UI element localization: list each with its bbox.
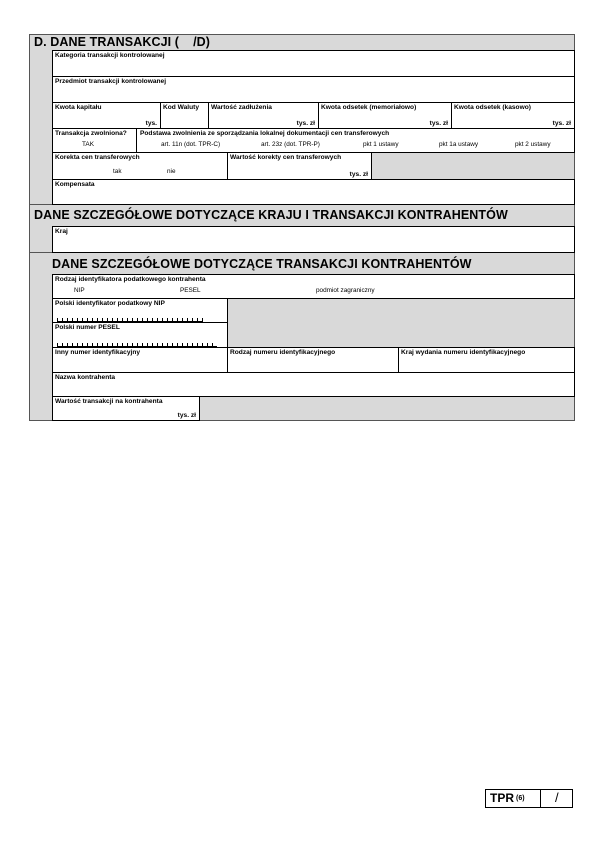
zwolniona-field — [52, 128, 137, 153]
korekta-option-nie[interactable]: nie — [167, 168, 176, 175]
section-kontrahenci-title: DANE SZCZEGÓŁOWE DOTYCZĄCE TRANSAKCJI KONTRAHENTÓW — [52, 257, 472, 271]
kwota-odsetek-mem-label: Kwota odsetek (memoriałowo) — [321, 104, 417, 111]
form-version: (6) — [516, 795, 525, 802]
podstawa-option-pkt1[interactable]: pkt 1 ustawy — [363, 141, 399, 148]
kategoria-field[interactable] — [52, 50, 575, 77]
korekta-option-tak[interactable]: tak — [113, 168, 122, 175]
przedmiot-label: Przedmiot transakcji kontrolowanej — [55, 78, 167, 85]
kategoria-label: Kategoria transakcji kontrolowanej — [55, 52, 165, 59]
kwota-odsetek-mem-unit: tys. zł — [429, 120, 448, 127]
kompensata-label: Kompensata — [55, 181, 95, 188]
przedmiot-field[interactable] — [52, 76, 575, 103]
korekta-field — [52, 152, 228, 180]
podstawa-option-pkt2[interactable]: pkt 2 ustawy — [515, 141, 551, 148]
wartosc-korekty-unit: tys. zł — [349, 171, 368, 178]
nip-field[interactable] — [52, 298, 228, 323]
form-code-box — [485, 789, 573, 808]
kwota-kapitalu-unit: tys. — [145, 120, 157, 127]
kwota-kapitalu-field[interactable] — [52, 102, 161, 129]
kraj-wydania-field[interactable] — [398, 347, 575, 373]
inny-numer-label: Inny numer identyfikacyjny — [55, 349, 141, 356]
pesel-label: Polski numer PESEL — [55, 324, 120, 331]
wartosc-transakcji-label: Wartość transakcji na kontrahenta — [55, 398, 163, 405]
wartosc-zadluzenia-label: Wartość zadłużenia — [211, 104, 272, 111]
wartosc-korekty-field[interactable] — [227, 152, 372, 180]
form-code-cell — [486, 790, 541, 807]
form-code: TPR — [490, 791, 514, 805]
nazwa-kontrahenta-label: Nazwa kontrahenta — [55, 374, 116, 381]
kwota-odsetek-kas-field[interactable] — [451, 102, 575, 129]
kraj-label: Kraj — [55, 228, 68, 235]
nip-label: Polski identyfikator podatkowy NIP — [55, 300, 165, 307]
rodzaj-ident-field — [52, 274, 575, 299]
wartosc-zadluzenia-unit: tys. zł — [296, 120, 315, 127]
nazwa-kontrahenta-field[interactable] — [52, 372, 575, 397]
section-d-title: D. DANE TRANSAKCJI ( /D) — [34, 35, 211, 49]
inny-numer-field[interactable] — [52, 347, 228, 373]
rodzaj-ident-option-pesel[interactable]: PESEL — [180, 287, 201, 294]
zwolniona-option-tak[interactable]: TAK — [82, 141, 94, 148]
kompensata-field[interactable] — [52, 179, 575, 205]
wartosc-korekty-label: Wartość korekty cen transferowych — [230, 154, 342, 161]
rodzaj-ident-label: Rodzaj identyfikatora podatkowego kontrahenta — [55, 276, 206, 283]
korekta-label: Korekta cen transferowych — [55, 154, 140, 161]
rodzaj-numeru-field[interactable] — [227, 347, 399, 373]
kraj-wydania-label: Kraj wydania numeru identyfikacyjnego — [401, 349, 526, 356]
section-kraj-title: DANE SZCZEGÓŁOWE DOTYCZĄCE KRAJU I TRANSAKCJI KONTRAHENTÓW — [34, 208, 508, 222]
podstawa-option-23z[interactable]: art. 23z (dot. TPR-P) — [261, 141, 320, 148]
kwota-kapitalu-label: Kwota kapitału — [55, 104, 102, 111]
zwolniona-label: Transakcja zwolniona? — [55, 130, 127, 137]
rodzaj-ident-option-zagraniczny[interactable]: podmiot zagraniczny — [316, 287, 375, 294]
podstawa-label: Podstawa zwolnienia ze sporządzania lokalnej dokumentacji cen transferowych — [140, 130, 390, 137]
wartosc-zadluzenia-field[interactable] — [208, 102, 319, 129]
wartosc-transakcji-unit: tys. zł — [177, 412, 196, 419]
rodzaj-ident-option-nip[interactable]: NIP — [74, 287, 85, 294]
rodzaj-numeru-label: Rodzaj numeru identyfikacyjnego — [230, 349, 336, 356]
kwota-odsetek-kas-unit: tys. zł — [552, 120, 571, 127]
page-number-separator: / — [555, 790, 559, 805]
podstawa-option-11n[interactable]: art. 11n (dot. TPR-C) — [161, 141, 221, 148]
kwota-odsetek-kas-label: Kwota odsetek (kasowo) — [454, 104, 531, 111]
kraj-field[interactable] — [52, 226, 575, 253]
pesel-field[interactable] — [52, 322, 228, 348]
podstawa-field — [136, 128, 575, 153]
kod-waluty-label: Kod Waluty — [163, 104, 200, 111]
kod-waluty-field[interactable] — [160, 102, 209, 129]
wartosc-transakcji-field[interactable] — [52, 396, 200, 421]
podstawa-option-pkt1a[interactable]: pkt 1a ustawy — [439, 141, 479, 148]
kwota-odsetek-mem-field[interactable] — [318, 102, 452, 129]
